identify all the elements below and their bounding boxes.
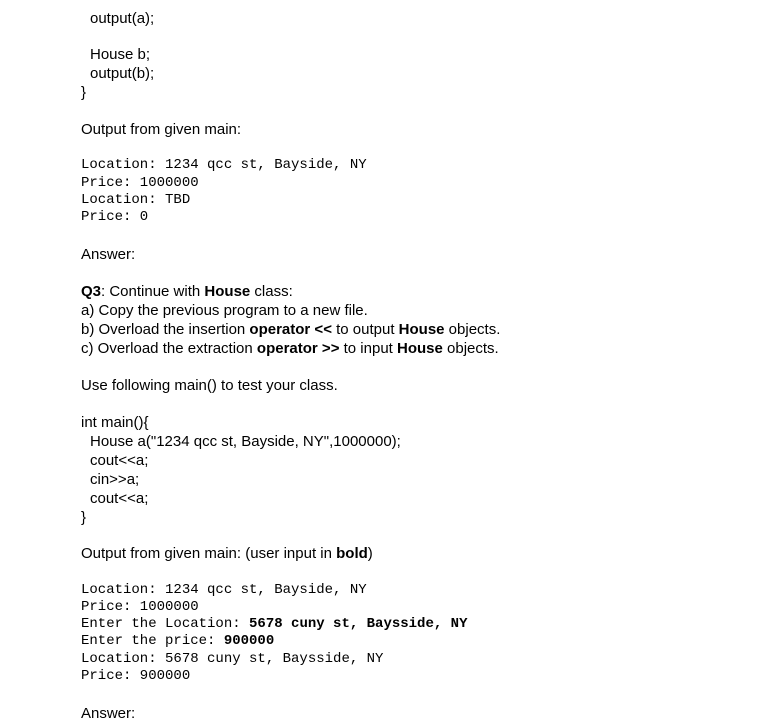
answer-label: Answer: — [81, 246, 136, 263]
code-line: cout<<a; — [90, 452, 149, 469]
item-text: to output — [331, 321, 399, 338]
output-heading: Output from given main: — [81, 121, 242, 138]
question-title — [81, 284, 293, 299]
output-line: Price: 1000000 — [81, 175, 199, 191]
output-line: Location: 1234 qcc st, Bayside, NY — [81, 157, 367, 173]
code-line: cout<<a; — [90, 490, 149, 507]
class-name: House — [204, 283, 251, 300]
question-item-c — [81, 341, 499, 356]
output-line — [81, 617, 467, 631]
output-line: Location: TBD — [81, 192, 191, 208]
output-line: Location: 5678 cuny st, Baysside, NY — [81, 651, 384, 667]
question-item-b — [81, 322, 500, 337]
code-line: cin>>a; — [90, 471, 140, 488]
question-title-text: class: — [250, 283, 293, 300]
code-line: output(b); — [90, 65, 155, 82]
code-line: output(a); — [90, 10, 155, 27]
output-line: Price: 1000000 — [81, 599, 199, 615]
heading-bold: bold — [336, 545, 368, 562]
user-input: 5678 cuny st, Baysside, NY — [249, 616, 468, 632]
output-line — [81, 634, 274, 648]
item-text: objects. — [442, 340, 499, 357]
code-line: } — [81, 84, 87, 101]
class-name: House — [397, 340, 443, 357]
item-text: to input — [339, 340, 397, 357]
prompt-text: Enter the price: — [81, 633, 224, 649]
heading-text: Output from given main: (user input in — [81, 545, 337, 562]
item-text: b) Overload the insertion — [81, 321, 250, 338]
question-title-text: : Continue with — [101, 283, 205, 300]
output-line: Location: 1234 qcc st, Bayside, NY — [81, 582, 367, 598]
output-line: Price: 900000 — [81, 668, 191, 684]
prompt-text: Enter the Location: — [81, 616, 250, 632]
heading-text: ) — [367, 545, 373, 562]
operator-name: operator >> — [256, 340, 340, 357]
user-input: 900000 — [223, 633, 275, 649]
item-text: objects. — [444, 321, 501, 338]
question-item-a: a) Copy the previous program to a new file. — [81, 302, 368, 319]
code-line: } — [81, 509, 87, 526]
code-line: int main(){ — [81, 414, 149, 431]
output-line: Price: 0 — [81, 209, 149, 225]
operator-name: operator << — [249, 321, 332, 338]
class-name: House — [398, 321, 445, 338]
question-number: Q3 — [81, 283, 102, 300]
instruction-text: Use following main() to test your class. — [81, 377, 338, 394]
code-line: House a("1234 qcc st, Bayside, NY",1000000); — [90, 433, 401, 450]
output-heading — [81, 546, 373, 561]
code-line: House b; — [90, 46, 151, 63]
answer-label: Answer: — [81, 705, 136, 722]
item-text: c) Overload the extraction — [81, 340, 257, 357]
